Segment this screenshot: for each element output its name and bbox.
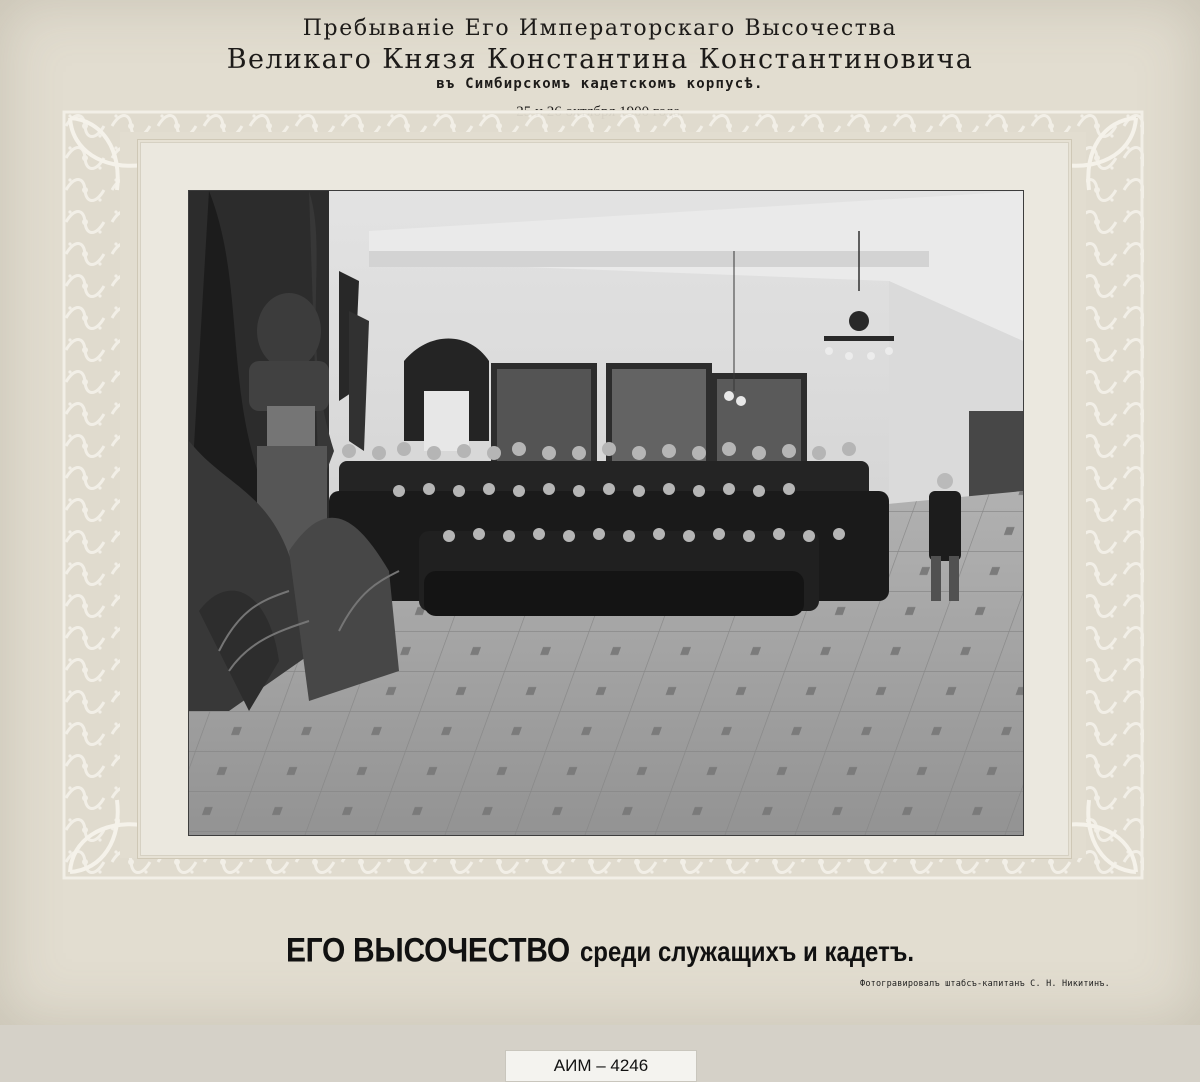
caption-main: ЕГО ВЫСОЧЕСТВО (285, 931, 570, 970)
photograph-scene (189, 191, 1023, 835)
header-line-3: въ Симбирскомъ кадетскомъ корпусѣ. (436, 76, 764, 92)
header-line-1: Пребыванiе Его Императорскаго Высочества (302, 16, 898, 41)
header-line-2: Великаго Князя Константина Константиновича (226, 44, 974, 75)
caption-rest: среди служащихъ и кадетъ. (579, 936, 915, 968)
photo-caption (0, 931, 1200, 970)
archive-inventory-label: АИМ – 4246 (505, 1050, 697, 1082)
photographer-credit: Фотогравировалъ штабсъ-капитанъ С. Н. Никитинъ. (860, 979, 1110, 989)
group-photograph (188, 190, 1024, 836)
